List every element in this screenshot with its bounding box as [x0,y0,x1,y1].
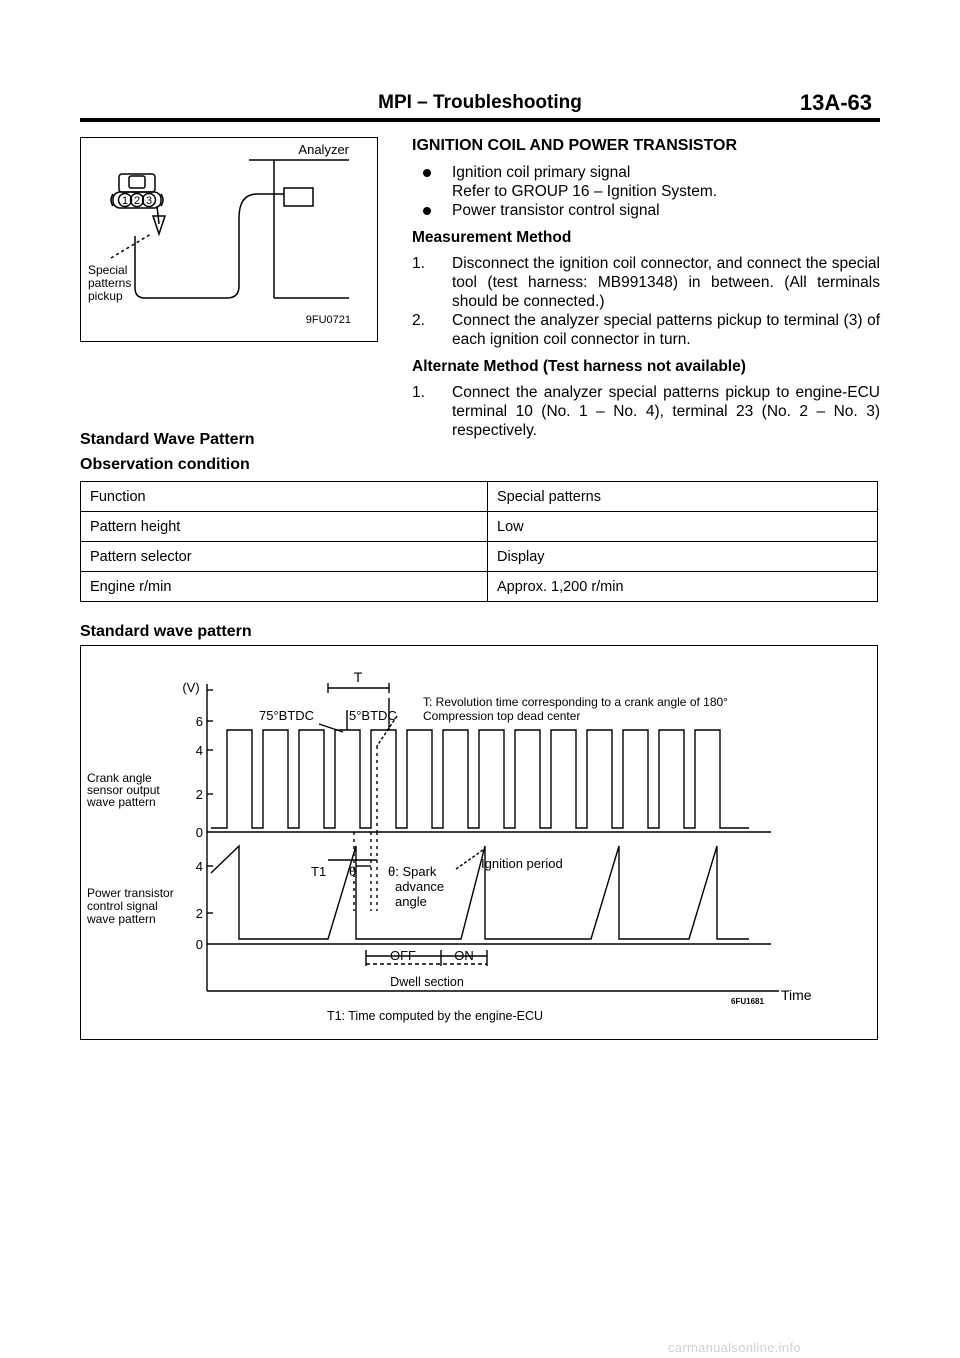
pin-3-label: 3 [145,195,153,207]
pin-2-label: 2 [133,195,141,207]
table-cell: Function [81,482,488,512]
power-label-line1: Power transistor [87,886,174,900]
special-label-line1: Special [88,263,128,277]
btdc75-label: 75°BTDC [259,708,315,723]
special-pickup-leader [111,234,151,258]
on-label: ON [454,948,474,963]
period-T-label: T [353,669,363,685]
spark-advance-line3: angle [395,894,427,909]
table-cell: Approx. 1,200 r/min [488,572,878,602]
crank-label-line3: wave pattern [87,795,156,809]
spark-advance-line1: θ: Spark [388,864,437,879]
watermark: carmanualsonline.info [668,1340,801,1355]
figure1-code: 9FU0721 [305,314,351,326]
table-row [81,542,878,572]
observation-condition-heading: Observation condition [80,456,250,473]
analyzer-connection-diagram [81,138,377,341]
table-cell: Special patterns [488,482,878,512]
ignition-period-label: Ignition period [481,856,563,871]
table-row [81,512,878,542]
voltage-unit: (V) [182,680,200,695]
crank-label-line1: Crank angle [87,771,152,785]
probe-needle [157,206,159,224]
special-label-line3: pickup [88,289,123,303]
power-tick-4: 4 [195,859,203,874]
ignition-period-leader [456,850,483,869]
page-title: MPI – Troubleshooting [378,92,582,113]
table-cell: Pattern selector [81,542,488,572]
section-heading: IGNITION COIL AND POWER TRANSISTOR [412,137,738,154]
figure2-code: 6FU1681 [731,997,764,1006]
power-label-line3: wave pattern [87,912,156,926]
compression-tdc-label: Compression top dead center [423,709,581,723]
theta-label: θ [349,864,357,879]
t1-label: T1 [311,864,327,879]
btdc5-label: 5°BTDC [349,708,397,723]
wave-pattern-figure [80,645,878,1040]
observation-table [80,481,878,602]
alternate-step: 1. Connect the analyzer special patterns pickup to engine-ECU terminal 10 (No. 1 – No. 4), terminal 23 (No. 2 – No. 3) respectively. [412,384,880,439]
power-tick-2: 2 [195,906,203,921]
measurement-method-heading: Measurement Method [412,229,572,246]
period-T-description: T: Revolution time corresponding to a crank angle of 180° [423,695,728,709]
power-transistor-wave [211,846,749,939]
alternate-method-heading: Alternate Method (Test harness not available) [412,358,746,375]
analyzer-label: Analyzer [298,142,349,157]
table-row [81,482,878,512]
special-label-line2: patterns [88,276,132,290]
crank-tick-6: 6 [195,714,203,729]
standard-wave-pattern-heading: Standard Wave Pattern [80,431,255,448]
standard-wave-pattern-subheading: Standard wave pattern [80,623,252,640]
crank-tick-2: 2 [195,787,203,802]
bullet-ignition-coil: Ignition coil primary signal [412,163,880,182]
power-label-line2: control signal [87,899,158,913]
header-rule [80,118,880,122]
crank-label-line2: sensor output [87,783,160,797]
crank-tick-4: 4 [195,743,203,758]
table-cell: Display [488,542,878,572]
crank-wave [211,730,749,828]
table-cell: Engine r/min [81,572,488,602]
table-cell: Pattern height [81,512,488,542]
table-cell: Low [488,512,878,542]
analyzer-screen [284,188,313,206]
dwell-section-label: Dwell section [390,975,464,989]
time-axis-label: Time [781,987,812,1003]
measurement-step: 2. Connect the analyzer special patterns pickup to terminal (3) of each ignition coil connector in turn. [412,312,880,348]
pin-1-label: 1 [121,195,129,207]
btdc75-leader [319,724,343,732]
ignition-instructions [412,136,880,440]
bullet-power-transistor: Power transistor control signal [412,201,880,220]
wave-pattern-diagram [81,646,877,1039]
off-label: OFF [390,948,416,963]
t1-description: T1: Time computed by the engine-ECU [326,1009,544,1023]
connector-latch [129,176,145,188]
bullet-ignition-coil-ref: Refer to GROUP 16 – Ignition System. [452,183,718,200]
spark-advance-line2: advance [395,879,445,894]
analyzer-connection-figure [80,137,378,342]
page-number: 13A-63 [799,90,872,115]
crank-tick-0: 0 [195,825,203,840]
measurement-step: 1. Disconnect the ignition coil connector, and connect the special tool (test harness: MB991348) in between. (All terminals should be connected.) [412,255,880,310]
power-tick-0: 0 [195,937,203,952]
table-row [81,572,878,602]
